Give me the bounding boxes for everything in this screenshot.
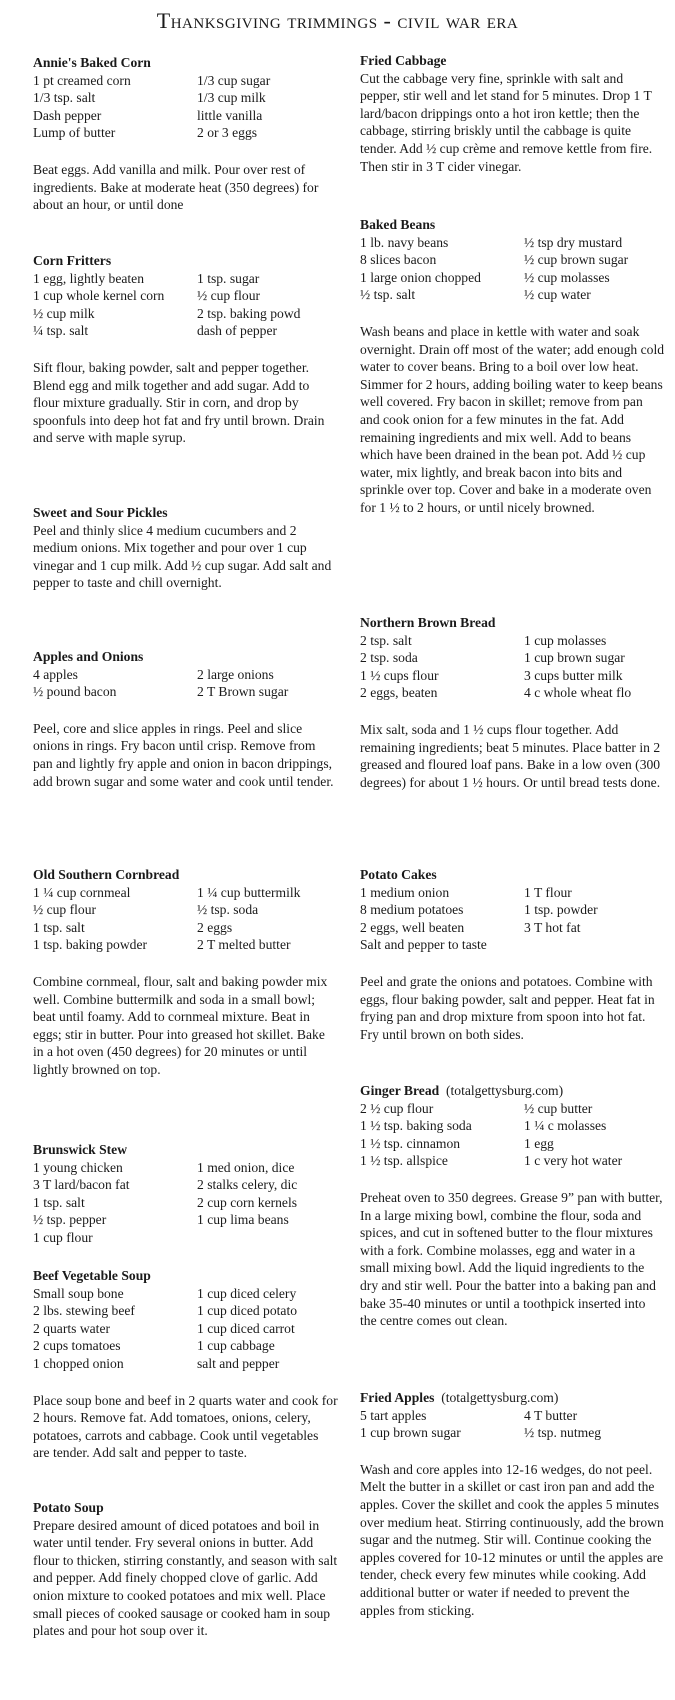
ingredient: 1 cup brown sugar: [524, 650, 625, 666]
ingredient-list: [360, 1407, 665, 1442]
ingredient: little vanilla: [197, 107, 263, 123]
ingredient: 1 egg, lightly beaten: [33, 270, 144, 286]
recipe-title: Sweet and Sour Pickles: [33, 505, 168, 520]
recipe-instructions: Mix salt, soda and 1 ½ cups flour together. Add remaining ingredients; beat 5 minutes. Place batter in 2 greased and floured loaf pans. Bake in a low oven (300 degrees) for about 1 ½ hours. Or until bread tests done.: [360, 721, 661, 790]
recipe-title: Annie's Baked Corn: [33, 55, 151, 70]
ingredient: 1 cup lima beans: [197, 1212, 289, 1228]
ingredient: 1 c very hot water: [524, 1153, 623, 1169]
ingredient: 1 cup cabbage: [197, 1338, 275, 1354]
recipe-instructions: Wash beans and place in kettle with water and soak overnight. Drain off most of the water; add enough cold water to cover beans. Bring to a boil over low heat. Simmer for 2 hours, adding boiling water to keep beans well covered. Fry bacon in skillet; remove from pan and cook onion for a few minutes in the fat. Add remaining ingredients and mix well. Add to beans which have been drained in the bean pot. Add ½ cup water, mix lightly, and break bacon into bits and sprinkle over top. Cover and bake in a moderate oven for 1 ½ to 2 hours, or until nicely browned.: [360, 323, 665, 515]
ingredient: 1 ¼ cup cornmeal: [33, 884, 131, 900]
recipe-brunswick-stew: [33, 1141, 338, 1247]
ingredient: Lump of butter: [33, 125, 116, 141]
ingredient: 5 tart apples: [360, 1407, 427, 1423]
ingredient: 2 or 3 eggs: [197, 125, 258, 141]
ingredient-list: [33, 1159, 338, 1247]
ingredient: 1 med onion, dice: [197, 1159, 295, 1175]
ingredient-list: [360, 1100, 665, 1170]
ingredient: 3 T hot fat: [524, 919, 581, 935]
recipe-title: Corn Fritters: [33, 253, 112, 268]
ingredient: 2 ½ cup flour: [360, 1100, 434, 1116]
ingredient: 3 cups butter milk: [524, 667, 623, 683]
recipe-apples-onions: [33, 648, 338, 790]
recipe-ginger-bread: [360, 1082, 665, 1330]
recipe-instructions: Cut the cabbage very fine, sprinkle with salt and pepper, stir well and let stand for 5 minutes. Drop 1 T lard/bacon drippings onto a hot iron kettle; then the cabbage, stirring briskly until the cabbage is quite tender. Add ½ cup crème and remove kettle from fire. Then stir in 3 T cider vinegar.: [360, 70, 653, 174]
ingredient: 1 cup diced celery: [197, 1285, 297, 1301]
ingredient: 1/3 tsp. salt: [33, 90, 96, 106]
ingredient: 2 cups tomatoes: [33, 1338, 121, 1354]
ingredient: 2 tsp. baking powd: [197, 305, 301, 321]
recipe-source: (totalgettysburg.com): [445, 1083, 564, 1098]
ingredient: ½ tsp. soda: [197, 902, 259, 918]
ingredient: salt and pepper: [197, 1355, 280, 1371]
ingredient-list: [33, 72, 338, 142]
ingredient: ½ cup milk: [33, 305, 95, 321]
ingredient: 1 lb. navy beans: [360, 234, 449, 250]
ingredient: 1 tsp. powder: [524, 902, 598, 918]
ingredient: 1 young chicken: [33, 1159, 123, 1175]
recipe-instructions: Sift flour, baking powder, salt and pepper together. Blend egg and milk together and add sugar. Add to flour mixture gradually. Stir in corn, and drop by spoonfuls into deep hot fat and fry until brown. Drain and serve with maple syrup.: [33, 359, 325, 446]
ingredient: ½ cup brown sugar: [524, 252, 629, 268]
ingredient: ½ pound bacon: [33, 684, 117, 700]
ingredient: 2 cup corn kernels: [197, 1194, 298, 1210]
ingredient-list: [33, 666, 338, 701]
ingredient: 1 medium onion: [360, 884, 450, 900]
recipe-title: Brunswick Stew: [33, 1142, 128, 1157]
ingredient: ¼ tsp. salt: [33, 323, 89, 339]
ingredient: ½ cup flour: [33, 902, 97, 918]
ingredient: 2 stalks celery, dic: [197, 1177, 298, 1193]
recipe-corn-fritters: [33, 252, 338, 447]
recipe-title: [360, 1389, 665, 1407]
ingredient: 1 cup flour: [33, 1229, 93, 1245]
ingredient: 1 cup brown sugar: [360, 1425, 461, 1441]
recipe-title: Baked Beans: [360, 217, 436, 232]
recipe-title: Apples and Onions: [33, 649, 144, 664]
ingredient: 1 egg: [524, 1135, 554, 1151]
page-title: Thanksgiving trimmings - civil war era: [156, 8, 519, 33]
recipe-southern-cornbread: [33, 866, 338, 1079]
ingredient: 2 eggs, beaten: [360, 685, 438, 701]
ingredient: 4 apples: [33, 666, 78, 682]
ingredient: ½ cup molasses: [524, 269, 610, 285]
recipe-fried-apples: [360, 1389, 665, 1619]
recipe-source: (totalgettysburg.com): [441, 1390, 559, 1405]
ingredient: ½ tsp dry mustard: [524, 234, 623, 250]
recipe-sweet-sour-pickles: [33, 504, 338, 592]
recipe-baked-corn: [33, 54, 338, 214]
ingredient: ½ cup flour: [197, 288, 261, 304]
recipe-instructions: Combine cornmeal, flour, salt and baking powder mix well. Combine buttermilk and soda in a small bowl; beat until foamy. Add to cornmeal mixture. Beat in eggs; stir in butter. Pour into greased hot skillet. Bake in a hot oven (450 degrees) for 20 minutes or until lightly browned on top.: [33, 973, 328, 1077]
ingredient: 4 c whole wheat flo: [524, 685, 632, 701]
recipe-instructions: Peel and grate the onions and potatoes. Combine with eggs, flour baking powder, salt and pepper. Heat fat in frying pan and drop mixture from spoon into hot fat. Fry until brown on both sides.: [360, 973, 655, 1042]
ingredient-list: [33, 270, 338, 340]
ingredient: 1 cup diced potato: [197, 1303, 298, 1319]
recipe-beef-vegetable-soup: [33, 1267, 338, 1462]
ingredient: 2 tsp. salt: [360, 632, 412, 648]
recipe-fried-cabbage: [360, 52, 665, 175]
ingredient: 1 tsp. sugar: [197, 270, 260, 286]
ingredient: 1 ½ tsp. baking soda: [360, 1118, 472, 1134]
ingredient: ½ tsp. pepper: [33, 1212, 107, 1228]
ingredient: 8 slices bacon: [360, 252, 437, 268]
recipe-title-text: Ginger Bread: [360, 1083, 440, 1098]
recipe-title: Potato Soup: [33, 1500, 104, 1515]
ingredient: 2 lbs. stewing beef: [33, 1303, 135, 1319]
ingredient: 2 eggs, well beaten: [360, 919, 465, 935]
recipe-instructions: Wash and core apples into 12-16 wedges, do not peel. Melt the butter in a skillet or cast iron pan and add the apples. Cover the skillet and cook the apples 5 minutes over medium heat. Stirring continuously, add the brown sugar and the nutmeg. Stir will. Continue cooking the apples covered for 10-12 minutes or until the apples are tender, check every few minutes while cooking. Add additional butter or water if needed to prevent the apples from sticking.: [360, 1461, 664, 1618]
recipe-northern-brown-bread: [360, 614, 665, 791]
ingredient: ½ tsp. salt: [360, 287, 416, 303]
ingredient: 1/3 cup sugar: [197, 72, 271, 88]
ingredient: 1 ¼ c molasses: [524, 1118, 607, 1134]
ingredient-list: [33, 1285, 338, 1373]
ingredient: 1 cup whole kernel corn: [33, 288, 165, 304]
recipe-instructions: Peel, core and slice apples in rings. Peel and slice onions in rings. Fry bacon until crisp. Remove from pan and lightly fry apple and onion in bacon drippings, add brown sugar and some water and cook until tender.: [33, 720, 334, 789]
recipe-instructions: Place soup bone and beef in 2 quarts water and cook for 2 hours. Remove fat. Add tomatoes, onions, celery, potatoes, carrots and cabbage. Cook until vegetables are tender. Add salt and pepper to taste.: [33, 1392, 338, 1461]
ingredient-list: [33, 884, 338, 954]
ingredient: 2 T Brown sugar: [197, 684, 289, 700]
ingredient: 2 large onions: [197, 666, 274, 682]
recipe-potato-soup: [33, 1499, 338, 1640]
ingredient: dash of pepper: [197, 323, 278, 339]
ingredient: 1/3 cup milk: [197, 90, 266, 106]
ingredient: 2 eggs: [197, 919, 233, 935]
ingredient: 4 T butter: [524, 1407, 578, 1423]
ingredient: 1 ½ tsp. cinnamon: [360, 1135, 461, 1151]
ingredient: 1 ½ tsp. allspice: [360, 1153, 448, 1169]
recipe-instructions: Peel and thinly slice 4 medium cucumbers and 2 medium onions. Mix together and pour over 1 cup vinegar and 1 cup milk. Add ½ cup sugar. Add salt and pepper to taste and chill overnight.: [33, 522, 332, 591]
recipe-instructions: Prepare desired amount of diced potatoes and boil in water until tender. Fry several onions in butter. Add flour to thicken, stirring constantly, and season with salt and pepper. Add finely chopped clove of garlic. Add onion mixture to cooked potatoes and mix well. Place small pieces of cooked sausage or cooked ham in soup plates and pour hot soup over it.: [33, 1517, 338, 1639]
recipe-title: Beef Vegetable Soup: [33, 1268, 151, 1283]
ingredient: 1 ¼ cup buttermilk: [197, 884, 301, 900]
ingredient: ½ cup butter: [524, 1100, 593, 1116]
recipe-potato-cakes: [360, 866, 665, 1043]
ingredient: 1 T flour: [524, 884, 572, 900]
ingredient: 3 T lard/bacon fat: [33, 1177, 130, 1193]
ingredient: 1 cup molasses: [524, 632, 607, 648]
ingredient: 2 tsp. soda: [360, 650, 418, 666]
ingredient-list: [360, 234, 665, 304]
ingredient: ½ cup water: [524, 287, 591, 303]
ingredient: Small soup bone: [33, 1285, 124, 1301]
ingredient: Salt and pepper to taste: [360, 937, 487, 953]
ingredient: 1 ½ cups flour: [360, 667, 439, 683]
ingredient: 2 quarts water: [33, 1320, 111, 1336]
recipe-title: Old Southern Cornbread: [33, 867, 180, 882]
ingredient: 1 tsp. baking powder: [33, 937, 148, 953]
ingredient-list: [360, 884, 665, 954]
recipe-title: [360, 1082, 665, 1100]
ingredient: 8 medium potatoes: [360, 902, 464, 918]
ingredient: 1 tsp. salt: [33, 919, 85, 935]
ingredient: Dash pepper: [33, 107, 102, 123]
recipe-baked-beans: [360, 216, 665, 517]
ingredient: ½ tsp. nutmeg: [524, 1425, 602, 1441]
ingredient-list: [360, 632, 665, 702]
ingredient: 2 T melted butter: [197, 937, 291, 953]
ingredient: 1 chopped onion: [33, 1355, 124, 1371]
recipe-title: Northern Brown Bread: [360, 615, 496, 630]
recipe-instructions: Beat eggs. Add vanilla and milk. Pour over rest of ingredients. Bake at moderate heat (350 degrees) for about an hour, or until done: [33, 161, 319, 213]
ingredient: 1 cup diced carrot: [197, 1320, 295, 1336]
recipe-title: Fried Cabbage: [360, 53, 447, 68]
ingredient: 1 large onion chopped: [360, 269, 481, 285]
ingredient: 1 pt creamed corn: [33, 72, 131, 88]
ingredient: 1 tsp. salt: [33, 1194, 85, 1210]
recipe-title: Potato Cakes: [360, 867, 437, 882]
recipe-instructions: Preheat oven to 350 degrees. Grease 9” pan with butter, In a large mixing bowl, combine the flour, soda and spices, and cut in softened butter to the flour mixtures with a fork. Combine molasses, egg and water in a small mixing bowl. Add the liquid ingredients to the dry and stir well. Pour the batter into a baking pan and bake 35-40 minutes or until a toothpick inserted into the centre comes out clean.: [360, 1189, 663, 1329]
recipe-title-text: Fried Apples: [360, 1390, 435, 1405]
